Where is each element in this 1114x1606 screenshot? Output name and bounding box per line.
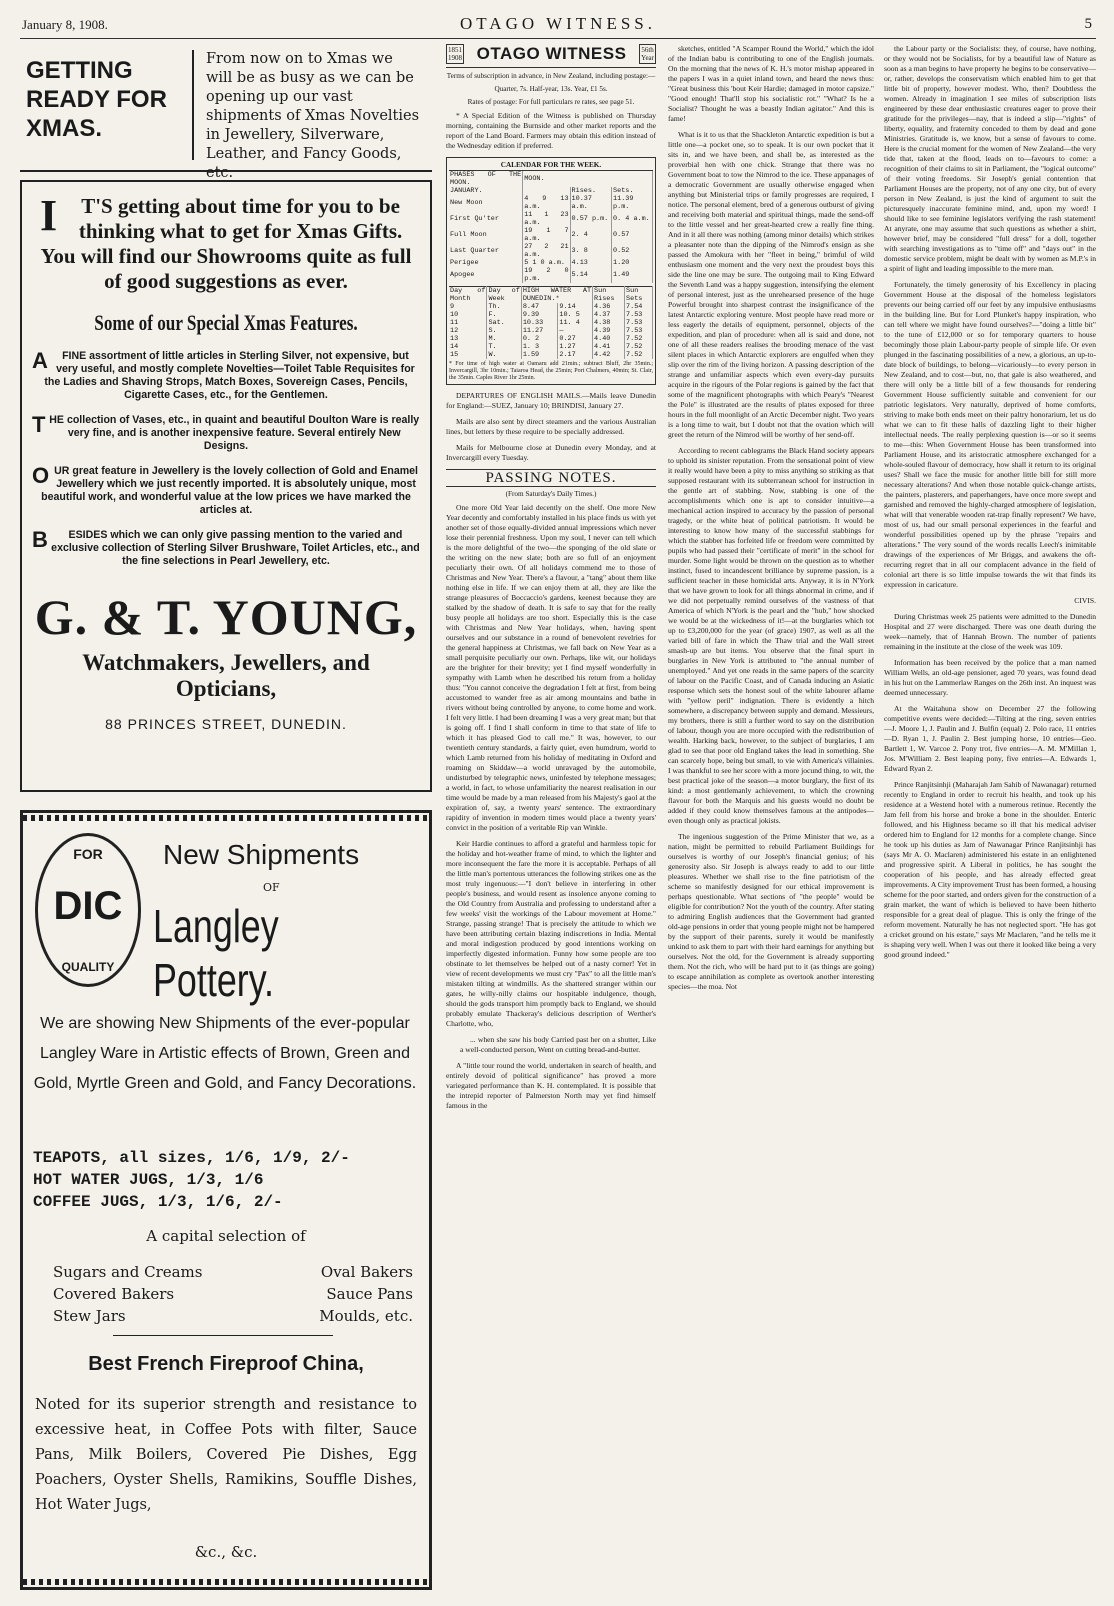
pottery-items <box>53 1261 413 1327</box>
price-line: TEAPOTS, all sizes, 1/6, 1/9, 2/- <box>33 1149 350 1167</box>
china-etc: &c., &c. <box>194 1543 258 1561</box>
young-brand: G. & T. YOUNG, <box>34 589 418 645</box>
issue-date: January 8, 1908. <box>22 17 108 32</box>
langley-pottery-ad <box>20 810 432 1590</box>
tide-header: Sun Rises <box>593 287 625 304</box>
verse: ... when she saw his body Carried past her on a shutter, Like a well-conducted person, Went on cutting bread-and-butter. <box>460 1035 656 1054</box>
news-item: At the Waitahuna show on December 27 the following competitive events were decided:—Tilting at the ring, seven entries—J. Moore 1, J. Paulin and J. Bulfin (equal) 2. Polo race, 11 entries—D. Ryan 1, J. Paulin 2. Best jumping horse, 10 entries—Geo. Bartlett 1, W. Varcoe 2. Pony trot, five entries—A. M. M'Millan 1, Jos. M'William 2. Best leaping pony, five entries—A. Edwards 1, Edward Ryan 2. <box>884 704 1096 773</box>
passing-notes-source: (From Saturday's Daily Times.) <box>505 490 597 498</box>
table-row: 9 Th. 8.47 9.14 4.36 7.54 <box>449 303 653 311</box>
page-number: 5 <box>1084 16 1092 32</box>
item: Covered Bakers <box>53 1285 175 1303</box>
lead-text: T'S getting about time for you to be thinking what to get for Xmas Gifts. You will find our Showrooms quite as full of good suggestions as ever. <box>40 194 412 293</box>
article-paragraph: A "little tour round the world, undertaken in search of health, and entirely devoid of political significance" has proved a more variegated performance than K. H. contemplated. It is possible that the intrepid reporter of Palmerston North may yet find himself famous in the <box>446 1061 656 1110</box>
young-ad-para <box>32 350 420 402</box>
tide-header: Sun Sets <box>625 287 653 304</box>
article-paragraph: What is it to us that the Shackleton Antarctic expedition is but a little one—a pocket one, so to speak. It is our own pocket that it sits in, and we have been, and shall be, as interested as the proverbial hen with one chick. Strange that there was no Government boat to tow the Nimrod to the ice. These appanages of a democratic Government are usually otherwise engaged when anything but Ministerial trips or family progresses are required, I notice. The personal element, bred of a generous outburst of giving and receiving both material and spiritual things, made the send-off to the little vessel and her great-hearted crew a really fine thing. And in it all there was nothing (among minor details) which strikes a pleasanter note than the dipping of the Nimrod's ensign as she passed the Amokura with her "fleet in being," brimful of wild enthusiasm one moment and the very next the proudest boys this side the line one may be sure. The outgoing mail to King Edward the Seventh Land was a happy suggestion, intensifying the element of personal interest, just as the unrehearsed presence of the huge Powerful brought into sharpest contrast the insignificance of the latest Antarctic exploring venture. Most people have read more or less eagerly the details of equipment, personnel, objects of the expedition, and plan of procedure: when all is said and done, not one of all these readers realises the brooding menace of the vast silent places in which Antarctic explorers are engulfed when they slip over the rim of the living horizon. A passing description of the strange and unfamiliar aspects which even every-day pursuits acquire in the rigours of the Polar regions is gained by the fact that some of the magnificent photographs with which Peary's "Nearest the Pole" is illustrated are the results of plates exposed for three hours in the full moonlight of an Arctic December night. Two years is a long time to wait, but I doubt not that the ovation which will greet the return of the Nimrod will be worthy of her send-off. <box>668 130 874 439</box>
drop-cap: T <box>32 412 46 437</box>
divider <box>113 1335 333 1336</box>
terms: Terms of subscription in advance, in New Zealand, including postage:— <box>446 72 656 80</box>
table-row: 10 F. 9.39 10. 5 4.37 7.53 <box>449 311 653 319</box>
para-text: FINE assortment of little articles in Sterling Silver, not expensive, but very useful, and mostly complete Novelties—Toilet Table Requisites for the Ladies and Shaving Strops, Match Boxes, Sovereign Cases, Pencils, Cigarette Cases, etc., for the Gentlemen. <box>44 350 415 401</box>
young-trade: Watchmakers, Jewellers, and Opticians, <box>82 650 370 701</box>
young-ad-lead <box>32 191 420 294</box>
pottery-capital: A capital selection of <box>146 1227 306 1245</box>
dic-quality-logo <box>35 833 141 987</box>
article-paragraph: Fortunately, the timely generosity of his Excellency in placing Government House at the disposal of the homeless legislators prevents our being carried off our feet by any impulsive enthusiasms in the building line. But for Lord Plunket's happy inspiration, who can tell where we might have found ourselves?—"doing a little bit" to the tune of £12,000 or so for temporary quarters to house becomingly those plain Labour-party people of simple life. Or even plunged in the fascinating possibilities of a new, a glorious, an up-to-date block of buildings, to belong—vicariously—to every person in New Zealand, and to cost—but, no, that gale is also weathered, and there will only be a little bill of a few thousands for rendering Government House sufficiently suitable and convenient for our patriotic legislators. Very naturally, deprived of home comforts, striving to make both ends meet on their paltry honorarium, let us do what we can to fit these halls of dazzling light to their higher intellectual needs. The really perplexing question is—or so it seems to me—this: When Government House has been transformed into Parliament House, and its aristocratic atmosphere exchanged for a whole-souled flavour of democracy, how shall it return to its original uses? Shall we face the music for another little bill for still more necessary alterations? And when those notable quick-change artists, the painters, plasterers, and paperhangers, have once more swept and garnished and removed the highly-charged atmosphere of legislation, what will that venerable wooden rat-trap finally represent? We have, most of us, had our small personal experiences in the fearful and wonderful possibilities opened up by the phrase "repairs and alterations." The very sound of the words recalls Leech's inimitable drawings of the experiences of Mr Briggs, and awakens the oft-recurring regret that in all our complacent advance in the field of colonial art there is so little impulse towards the wit that finds its expression in caricature. <box>884 280 1096 589</box>
year-count: 56th Year <box>641 46 654 62</box>
news-item: Information has been received by the police that a man named William Wells, an old-age pensioner, aged 70 years, was found dead in his hut on the Lammerlaw Ranges on the 26th inst. An inquest was deemed unnecessary. <box>884 658 1096 697</box>
article-paragraph: The ingenious suggestion of the Prime Minister that we, as a nation, might be permitted to rebuild Parliament Buildings for ourselves is worthy of our Joseph's financial genius; of his generosity also. Sir Joseph is always ready to add to our little pleasures. Whether we shall rise to the fine patriotism of the scheme so manifestly designed for our ethical improvement is perhaps questionable. What sections of "the people" would be eligible for contribution? Not the youth of the country. After stating to admiring English audiences that the Government had granted old-age pensions in order that young people might not be hampered by the support of their parents, surely it would be manifestly unkind to ask them to part with their hard earnings for anything but ourselves. Not the old, for the Government is already supporting them. Not the rich, who will be hard put to it (as things are going) to escape annihilation as complete as overtook another interesting species—the moa. Not <box>668 832 874 991</box>
calendar-box <box>446 157 656 385</box>
pottery-brand: Langley Pottery. <box>153 900 279 1006</box>
tide-table <box>449 286 653 359</box>
column-3 <box>668 44 874 1592</box>
article-paragraph: the Labour party or the Socialists: they, of course, have nothing, or they would not be Socialists, for by a beautiful law of Nature as soon as a man begins to have property he begins to be conservative—or, rather, develops the conservatism which enabled him to get that little bit of property, however modest. Who, then? Doubtless the women. Already in imagination I see miles of subscription lists engineered by these dear enthusiastic creatures eager to prove their gratitude for the privileges—nay, that is indeed a slip—"rights" of liberty, equality, and fraternity conceded to them by dead and gone Ministries. Gratitude is, we know, but a sense of favours to come. Here is the crucial moment for the women of New Zealand—the very tide that, taken at the flood, leads on to—favours to come: a recognition of their claims to sit in Parliament, the "logical outcome" of their voting freedoms. Sir Joseph's genial contention that Parliament Houses are the property, not of any one city, but of every person in New Zealand, is just the kind of argument to suit the picturesquely inaccurate feminine mind, and, upon my word! I should like to see feminine legislators verifying the rash statement! At anyrate, one may assume that such questions as whether a shirt, however brief, may be considered "full dress" for a doll, together with searching investigations as to "time off" and "days out" in the domestic service problem, might be dealt with by women as M.P.'s in a spirit of light and leading impossible to the mere man. <box>884 44 1096 273</box>
young-ad-subhead: Some of our Special Xmas Features. <box>94 310 358 335</box>
logo-top-text: FOR <box>73 846 103 862</box>
calendar-title: CALENDAR FOR THE WEEK. <box>449 160 653 171</box>
young-jewellers-ad <box>20 180 432 792</box>
pottery-of: OF <box>263 881 280 894</box>
young-ad-para <box>32 465 420 517</box>
tide-header: Day of Week <box>488 287 520 303</box>
china-headline: Best French Fireproof China, <box>88 1353 364 1375</box>
article-paragraph: One more Old Year laid decently on the shelf. One more New Year decently and comfortably installed in his place finds us with yet another set of those equally-divided annual impressions which never lose their perennial freshness. Upon my soul, I never can tell which is the more delightful of the two—the sponging of the old slate or the writing on the new slate; both are so full of an enjoyment peculiarly their own. Of all holidays commend me to those of Christmas and New Year. There's a flavour, a "tang" about them like nothing else in life. If we can enjoy them at all, they are like the strange pleasures of Boccaccio's gardens, keenest because they are stalked by the shadow of death. It is safe to say that for the really busy people all holidays are too short. Especially this is the case with Christmas and New Year holidays, when, having spent ourselves and our substance in a round of benevolent revelries for the general happiness at Christmas, we fall back on New Year as a small perquisite peculiarly our own. Perhaps, like wit, our holidays are the brighter for their brevity; yet I find myself wonderfully in sympathy with Lamb when he described his return from a holiday thus: "You cannot conceive the degradation I felt at first, from being accustomed to wander free as air among mountains and bathe in rivers without being controlled by anyone, to come home and work. I felt very little. I had been dreaming I was a very great man; but that is going off. I find I shall conform in time to that state of life to which it has pleased God to call me." It was, however, to our twentieth century standards, a fairly quiet, even humdrum, world to which Lamb returned from his holiday of meditating in Oxford and roaming on Skiddaw—a world unravaged by the automobile, undisturbed by telegraphic news, uninfested by telephone messages; a world, in fact, to whose unfamiliarity the nearest realisation in our time would be made by a man released from his Majesty's gaol at the expiration of, say, a twenty years' sentence. The extraordinary rapidity of invention in modern times would place a twenty years' convict in the position of a veritable Rip van Winkle. <box>446 503 656 832</box>
tide-header: Day of Month <box>450 287 486 303</box>
table-row: Last Quarter 27 2 21 a.m. 3. 8 0.52 <box>449 243 653 259</box>
nameplate-title: OTAGO WITNESS <box>476 44 627 63</box>
pottery-prices <box>33 1147 423 1213</box>
passing-notes-title: PASSING NOTES. <box>446 469 656 487</box>
advertisement-column <box>20 44 432 1592</box>
item-row <box>53 1305 413 1327</box>
xmas-ad-text: From now on to Xmas we will be as busy as we can be opening up our vast shipments of Xmas Novelties in Jewellery, Silverware, Leather, and Fancy Goods, etc. <box>192 50 422 160</box>
drop-cap: A <box>32 348 48 373</box>
para-text: ESIDES which we can only give passing mention to the varied and exclusive collection of Sterling Silver Brushware, Toilet Articles, etc., and the fine selections in Pearl Jewellery, etc. <box>51 529 420 567</box>
young-address: 88 PRINCES STREET, DUNEDIN. <box>105 716 347 732</box>
news-item: Prince Ranjitsinhji (Maharajah Jam Sahib of Nawanagar) returned recently to England in order to recruit his health, and took up his residence at a Westend hotel with a numerous retinue. Recently the Jam fell from his horse and broke a bone in the shoulder. Enteric followed, and his Highness became so ill that his medical adviser ordered him to England for 12 months for a complete change. Since he took up his duties as Jam of Nawanagar Prince Ranjitsinhji has (says Mr A. O. Maclaren) administered his estate in an enlightened and progressive spirit. A Liberal in politics, he has sought the cooperation of his people, and has already effected great improvements. A City improvement Trust has been formed, a housing scheme for the poor started, and orders given for the construction of a grain market, the want of which is believed to have been hitherto responsible for a great deal of plague. This is only the fringe of the reform movement. Naturally he has not neglected sport. "He has got a cricket ground on his estate," says Mr Maclaren, "and he tells me it is shaping very well. When I was out there it looked like being a very good ground indeed." <box>884 780 1096 959</box>
table-row: 14 T. 1. 3 1.27 4.41 7.52 <box>449 343 653 351</box>
mails-note: Mails for Melbourne close at Dunedin every Monday, and at Invercargill every Tuesday. <box>446 443 656 462</box>
otago-witness-nameplate <box>446 44 656 68</box>
news-item: During Christmas week 25 patients were admitted to the Dunedin Hospital and 27 were discharged. There was one death during the week—namely, that of Hannah Brown. The number of patients remaining in the institute at the close of the week was 109. <box>884 612 1096 651</box>
xmas-ad <box>20 44 432 181</box>
table-row: Perigee 5 1 0 a.m. 4.13 1.20 <box>449 259 653 267</box>
pottery-headline: New Shipments <box>163 839 360 870</box>
young-ad-para <box>32 529 420 568</box>
column-2 <box>446 44 656 1592</box>
moon-sub: Rises. <box>570 187 612 195</box>
item: Sugars and Creams <box>53 1263 203 1281</box>
para-text: UR great feature in Jewellery is the lovely collection of Gold and Enamel Jewellery which we just recently imported. It is absolutely unique, most beautiful work, and wonderful value at the low prices we have marked the articles at. <box>41 465 418 516</box>
table-row: Full Moon 19 1 7 a.m. 2. 4 0.57 <box>449 227 653 243</box>
article-paragraph: According to recent cablegrams the Black Hand society appears to uphold its sinister reputation. From the sensational point of view it really would have been a pity to miss anything so striking as that supposed restaurant with its subterranean school for instruction in the gentle art of stabbing. Now, stabbing is one of the accomplishments which one is apt to consider intuitive—a mechanical action inspired to accuracy by the passion of personal tragedy, or the white heat of political patriotism. It would be interesting to know how many of the successful stabbings for which the stabber has forfeited life or freedom were committed by pupils who had passed their "certificate of merit" in the school for murder. Some light would be thrown on the question as to whether instinct, fused to incandescent brilliance by supreme passion, is a sufficient teacher in these homicidal arts. Anyway, it is in N'York that we have grown to look for all things abnormal in crime, and if we did not perpetually remind ourselves of the vastness of that America of which N'York is the pearl and the "hub," how shocked we would be at the wickedness of it!—at the burglaries which tot up to £3,200,000 for the year (of grace) 1907, as well as all the varied bill of fare in which the Thaw trial and the Wall street smash-up are but items. You observe that the final spurt in burglaries in New York is attributed to "the annual number of unemployed." And yet one reads in the same papers of the scarcity of labour on the Pacific Coast, and of Canada inducing an Asiatic response which sets the honest soul of the white labourer aflame with "yellow peril" indignation. There is evidently a hitch somewhere, a discrepancy between supply and demand. Messieurs, my brothers, there is still a further word to say on the distribution of labour, though you are more occupied with the redistribution of wealth. Harking back, however, to the subject of burglaries, I am glad to see that poor old England takes the lead in something. She can scarcely hope, being but small, to vie with America's villainies. I was thankful to see her score with a more jocund thing, to wit, the best practical joke of the season—a motor burglary, the first of its kind: a most gentlemanly achievement, to which the crowning flavour for both the Marquis and his guests would no doubt be added if they could know themselves famous at the antipodes—even though only as practical jokists. <box>668 446 874 825</box>
founded-years: 1851 1908 <box>448 46 462 62</box>
moon-table <box>449 171 653 283</box>
price-line: HOT WATER JUGS, 1/3, 1/6 <box>33 1171 264 1189</box>
item: Oval Bakers <box>320 1263 413 1281</box>
article-paragraph: Keir Hardie continues to afford a grateful and harmless topic for the holiday and hot-weather frame of mind, to which the lighter and more inconsequent the fare the more it is acceptable. Perhaps of all the little man's portentous utterances the following strikes one as the most truly ingenuous:—"I don't believe in interfering in other people's business, and would resent as insolence anyone coming to the Old Country from Australia and professing to understand after a few weeks' visit the workings of the Labour movement at Home." Strange, passing strange! That is precisely the attitude to which we have been attributing certain blazing indiscretions in India. Mental and moral indigestion produced by good intentions working on imperfectly digested information. Funny how some people are too obstinate to let themselves be helped out of a nasty corner! Yet in view of recent developments we must cry "Pax" to all the little man's mistaken tilting at windmills. As the shattered stranger within our gates, he willy-nilly claims our hospitable indulgence, though, should the gods transport him promptly back to England, we should probably emulate Thackeray's delicious description of Werther's Charlotte, who, <box>446 839 656 1028</box>
mails-note: DEPARTURES OF ENGLISH MAILS.—Mails leave Dunedin for England:—SUEZ, January 10; BRINDISI, January 27. <box>446 391 656 410</box>
page-header <box>20 14 1096 39</box>
moon-sub: Sets. <box>612 187 653 195</box>
rates: Quarter, 7s. Half-year, 13s. Year, £1 5s. <box>494 85 608 93</box>
table-row: Apogee 19 2 0 p.m. 5.14 1.49 <box>449 267 653 283</box>
table-row: 13 M. 0. 2 0.27 4.40 7.52 <box>449 335 653 343</box>
para-text: HE collection of Vases, etc., in quaint and beautiful Doulton Ware is really very fine, and is another inexpensive feature. Several entirely New Designs. <box>49 414 420 452</box>
table-row: New Moon 4 9 13 a.m. 10.37 a.m. 11.39 p.m. <box>449 195 653 211</box>
special-edition-note: * A Special Edition of the Witness is published on Thursday morning, containing the Burnside and other market reports and the report of the Land Board. Farmers may obtain this edition instead of the Wednesday edition if preferred. <box>446 111 656 150</box>
table-row: 12 S. 11.27 — 4.39 7.53 <box>449 327 653 335</box>
logo-mid-text: DIC <box>53 884 123 928</box>
drop-cap: I <box>40 191 58 240</box>
drop-cap: O <box>32 463 50 488</box>
china-body: Noted for its superior strength and resistance to excessive heat, in Coffee Pots with filter, Sauce Pans, Milk Boilers, Covered Pie Dishes, Egg Poachers, Oyster Shells, Ramikins, Souffle Dishes, Hot Water Jugs, <box>35 1397 417 1513</box>
xmas-ad-title: GETTING READY FOR XMAS. <box>26 57 167 142</box>
mails-note: Mails are also sent by direct steamers and the various Australian lines, but letters by these require to be specially addressed. <box>446 417 656 436</box>
drop-cap: B <box>32 527 48 552</box>
author-signature: CIVIS. <box>1074 596 1096 605</box>
border-ornament <box>23 815 429 821</box>
column-4 <box>884 44 1096 1592</box>
price-line: COFFEE JUGS, 1/3, 1/6, 2/- <box>33 1193 283 1211</box>
table-row: First Qu'ter 11 1 23 a.m. 0.57 p.m. 0. 4 a.m. <box>449 211 653 227</box>
item: Moulds, etc. <box>319 1307 413 1325</box>
young-ad-para <box>32 414 420 453</box>
tide-header: HIGH WATER AT DUNEDIN.* <box>522 287 592 303</box>
border-ornament <box>23 1579 429 1585</box>
table-row: 15 W. 1.59 2.17 4.42 7.52 <box>449 351 653 359</box>
table-row: 11 Sat. 10.33 11. 4 4.38 7.53 <box>449 319 653 327</box>
masthead: OTAGO WITNESS. <box>460 14 656 33</box>
moon-sub: JANUARY. <box>449 187 523 195</box>
moon-header: PHASES OF THE MOON. <box>450 171 522 187</box>
item-row <box>53 1261 413 1283</box>
article-paragraph: sketches, entitled "A Scamper Round the World," which the idol of the Indian babu is contributing to one of the English journals. On the morning that the news of K. H.'s motor mishap appeared in the papers I was in a quiet inland town, and heard the news thus: "Great business this 'bout Keir Hardie; damaged in motor capsize." "Good enough! That'll stop his socialistic rot." "What? Is he a Socialist? Thought he was a beastly Indian agitator." And this is fame! <box>668 44 874 123</box>
moon-header: MOON. <box>523 171 653 187</box>
rates-note: Rates of postage: For full particulars re rates, see page 51. <box>467 98 635 106</box>
item: Sauce Pans <box>326 1285 413 1303</box>
item-row <box>53 1283 413 1305</box>
pottery-body: We are showing New Shipments of the ever-popular Langley Ware in Artistic effects of Brown, Green and Gold, Myrtle Green and Gold, and Fancy Decorations. <box>33 1015 417 1092</box>
item: Stew Jars <box>53 1307 126 1325</box>
tide-note: * For time of high water at Oamaru add 21min.; subtract Bluff, 2hr 35min.; Invercargill, 3hr 10min.; Taiaroa Head, the 25min; Port Chalmers, 40min; St. Clair, the 35min. Caples River 1hr 25min. <box>449 361 653 381</box>
logo-bottom-text: QUALITY <box>61 960 115 974</box>
